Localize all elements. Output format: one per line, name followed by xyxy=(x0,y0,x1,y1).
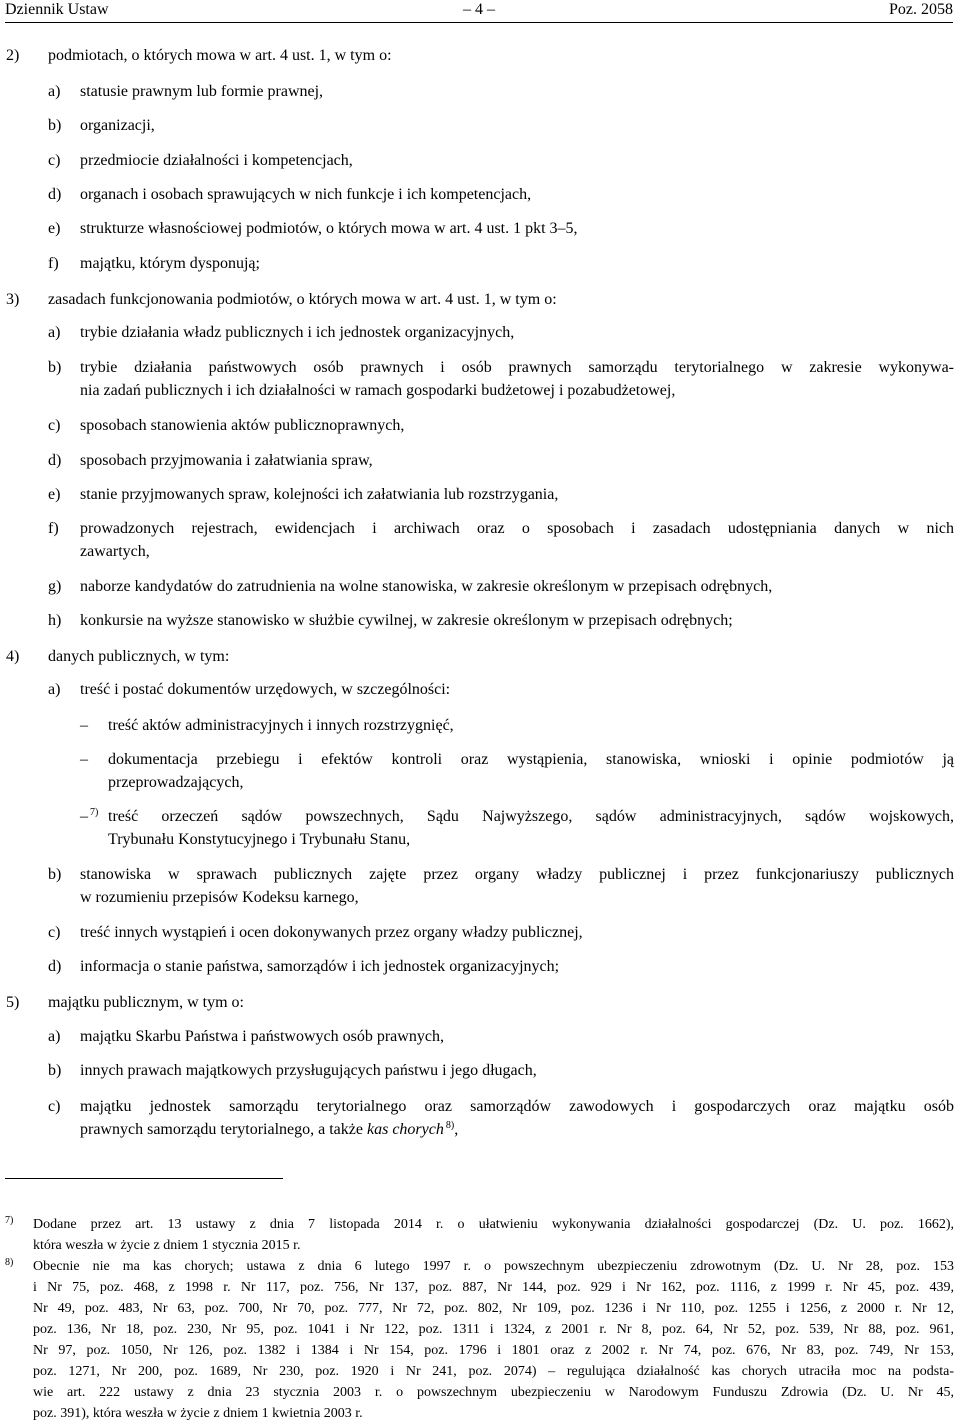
item-label: e) xyxy=(48,220,61,237)
footnote-separator xyxy=(5,1178,283,1179)
item-label: a) xyxy=(48,83,61,100)
item-text: prowadzonych rejestrach, ewidencjach i archiwach oraz o sposobach i zasadach udostępniania danych w nich xyxy=(80,520,954,537)
item-text-continued: zawartych, xyxy=(80,543,150,560)
item-label: 2) xyxy=(6,47,20,64)
item-label: d) xyxy=(48,958,62,975)
italic-term: kas chorych xyxy=(366,1121,444,1138)
item-text: majątku, którym dysponują; xyxy=(80,255,260,272)
item-text: treść orzeczeń sądów powszechnych, Sądu Najwyższego, sądów administracyjnych, sądów wojskowych, xyxy=(108,808,954,825)
item-text: majątku jednostek samorządu terytorialnego oraz samorządów zawodowych i gospodarczych oraz majątku osób xyxy=(80,1098,954,1115)
item-label: 5) xyxy=(6,994,20,1011)
item-label: c) xyxy=(48,152,61,169)
item-label: 3) xyxy=(6,291,20,308)
item-label: c) xyxy=(48,924,61,941)
item-text: organizacji, xyxy=(80,117,155,134)
item-label: b) xyxy=(48,866,62,883)
item-text: treść innych wystąpień i ocen dokonywanych przez organy władzy publicznej, xyxy=(80,924,583,941)
item-label: c) xyxy=(48,1098,61,1115)
item-label: e) xyxy=(48,486,61,503)
item-label: f) xyxy=(48,520,59,537)
dash-glyph: – xyxy=(80,808,88,825)
item-label: b) xyxy=(48,359,62,376)
footnote-number: 7) xyxy=(5,1215,14,1226)
footnote-line: Nr 49, poz. 483, Nr 63, poz. 700, Nr 70, poz. 777, Nr 72, poz. 802, Nr 109, poz. 1236 i Nr 110, poz. 1255 i 1256, z 2000 r. Nr 12, xyxy=(33,1301,954,1316)
item-label: g) xyxy=(48,578,62,595)
item-label: a) xyxy=(48,324,61,341)
footnote-line: poz. 1271, Nr 200, poz. 1689, Nr 230, poz. 1920 i Nr 241, poz. 2074) – regulująca działalność kas chorych utraciła moc na podsta- xyxy=(33,1364,954,1379)
item-text: konkursie na wyższe stanowisko w służbie cywilnej, w zakresie określonym w przepisach odrębnych; xyxy=(80,612,733,629)
trailing-punct: , xyxy=(454,1121,459,1138)
item-text: naborze kandydatów do zatrudnienia na wolne stanowiska, w zakresie określonym w przepisach odrębnych, xyxy=(80,578,773,595)
item-label: 4) xyxy=(6,648,20,665)
item-text: majątku publicznym, w tym o: xyxy=(48,994,244,1011)
item-text: zasadach funkcjonowania podmiotów, o których mowa w art. 4 ust. 1, w tym o: xyxy=(48,291,557,308)
position-number: Poz. 2058 xyxy=(889,1,953,18)
item-text: trybie działania państwowych osób prawnych i osób prawnych samorządu terytorialnego w zakresie wykonywa- xyxy=(80,359,954,376)
journal-title: Dziennik Ustaw xyxy=(5,1,109,18)
item-text: sposobach stanowienia aktów publicznoprawnych, xyxy=(80,417,405,434)
footnote-text xyxy=(33,1256,954,1424)
item-text: danych publicznych, w tym: xyxy=(48,648,230,665)
dash-label xyxy=(80,805,98,828)
item-text-continued: w rozumieniu przepisów Kodeksu karnego, xyxy=(80,889,359,906)
item-text: informacja o stanie państwa, samorządów i ich jednostek organizacyjnych; xyxy=(80,958,560,975)
item-text: stanowiska w sprawach publicznych zajęte przez organy władzy publicznej i przez funkcjonariuszy publicznych xyxy=(80,866,954,883)
footnote-ref-7: 7) xyxy=(90,807,99,818)
item-text: organach i osobach sprawujących w nich funkcje i ich kompetencjach, xyxy=(80,186,532,203)
item-text: przedmiocie działalności i kompetencjach, xyxy=(80,152,353,169)
page-header xyxy=(5,0,953,23)
item-text: stanie przyjmowanych spraw, kolejności ich załatwiania lub rozstrzygania, xyxy=(80,486,559,503)
item-text: strukturze własnościowej podmiotów, o których mowa w art. 4 ust. 1 pkt 3–5, xyxy=(80,220,578,237)
item-label: d) xyxy=(48,186,62,203)
item-text: podmiotach, o których mowa w art. 4 ust. 1, w tym o: xyxy=(48,47,392,64)
item-label: f) xyxy=(48,255,59,272)
footnote-line: poz. 391), która weszła w życie z dniem 1 kwietnia 2003 r. xyxy=(33,1406,363,1421)
item-text-continued: nia zadań publicznych i ich działalności w ramach gospodarki budżetowej i pozabudżetowej, xyxy=(80,382,676,399)
dash-label: – xyxy=(80,717,88,734)
item-label: a) xyxy=(48,681,61,698)
item-label: b) xyxy=(48,1062,62,1079)
item-text: majątku Skarbu Państwa i państwowych osób prawnych, xyxy=(80,1028,444,1045)
item-label: a) xyxy=(48,1028,61,1045)
item-text: sposobach przyjmowania i załatwiania spraw, xyxy=(80,452,373,469)
item-text: treść i postać dokumentów urzędowych, w szczególności: xyxy=(80,681,451,698)
footnote-ref-8: 8) xyxy=(445,1120,455,1131)
footnote-text xyxy=(33,1214,954,1256)
dash-label: – xyxy=(80,751,88,768)
footnote-number: 8) xyxy=(5,1257,14,1268)
text-segment: prawnych samorządu terytorialnego, a także xyxy=(80,1121,367,1138)
item-text-continued: Trybunału Konstytucyjnego i Trybunału Stanu, xyxy=(108,831,411,848)
item-label: b) xyxy=(48,117,62,134)
footnote-line: Obecnie nie ma kas chorych; ustawa z dnia 6 lutego 1997 r. o powszechnym ubezpieczeniu zdrowotnym (Dz. U. Nr 28, poz. 153 xyxy=(33,1259,954,1274)
footnote-line: Dodane przez art. 13 ustawy z dnia 7 listopada 2014 r. o ułatwieniu wykonywania działalności gospodarczej (Dz. U. poz. 1662), xyxy=(33,1217,954,1232)
item-label: d) xyxy=(48,452,62,469)
item-text-continued xyxy=(80,1118,954,1141)
item-text: trybie działania władz publicznych i ich jednostek organizacyjnych, xyxy=(80,324,515,341)
item-text: dokumentacja przebiegu i efektów kontroli oraz wystąpienia, stanowiska, wnioski i opinie podmiotów ją xyxy=(108,751,954,768)
item-label: c) xyxy=(48,417,61,434)
page-number: – 4 – xyxy=(463,1,495,18)
item-text: innych prawach majątkowych przysługujących państwu i jego długach, xyxy=(80,1062,537,1079)
footnote-line: Nr 97, poz. 1050, Nr 126, poz. 1382 i 1384 i Nr 154, poz. 1796 i 1801 oraz z 2002 r. Nr 74, poz. 676, Nr 83, poz. 749, Nr 153, xyxy=(33,1343,954,1358)
footnote-line: i Nr 75, poz. 468, z 1998 r. Nr 117, poz. 756, Nr 137, poz. 887, Nr 144, poz. 929 i Nr 162, poz. 1116, z 1999 r. Nr 45, poz. 439, xyxy=(33,1280,954,1295)
item-text-continued: przeprowadzających, xyxy=(108,774,244,791)
item-label: h) xyxy=(48,612,62,629)
footnote-line: wie art. 222 ustawy z dnia 23 stycznia 2003 r. o powszechnym ubezpieczeniu w Narodowym Funduszu Zdrowia (Dz. U. Nr 45, xyxy=(33,1385,954,1400)
item-text: statusie prawnym lub formie prawnej, xyxy=(80,83,324,100)
item-text: treść aktów administracyjnych i innych rozstrzygnięć, xyxy=(108,717,454,734)
footnote-line: która weszła w życie z dniem 1 stycznia 2015 r. xyxy=(33,1238,301,1253)
footnote-line: poz. 136, Nr 18, poz. 230, Nr 95, poz. 1041 i Nr 122, poz. 1311 i 1324, z 2001 r. Nr 8, poz. 64, Nr 52, poz. 539, Nr 88, poz. 961, xyxy=(33,1322,954,1337)
